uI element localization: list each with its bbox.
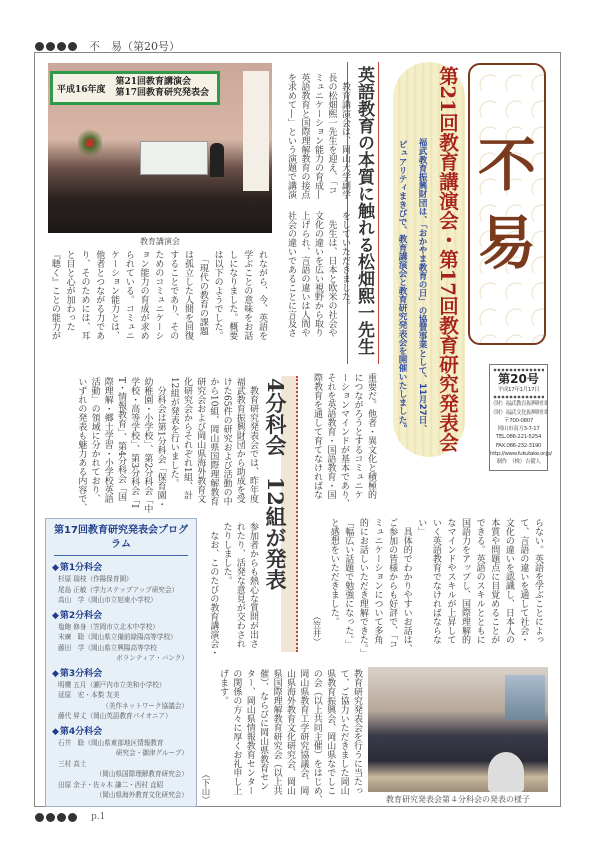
text-column: 催）、ならびに岡山県教育セン <box>258 669 269 791</box>
article-text-block <box>326 518 545 664</box>
masthead-logo <box>468 63 546 345</box>
group-name: 第1分科会 <box>59 563 103 573</box>
text-column: 分科会は第1分科会「保育園・ <box>155 377 166 509</box>
article-text-block <box>284 211 352 343</box>
article-author: （下山） <box>200 770 210 804</box>
main-title: 第21回教育講演会・第17回教育研究発表会 <box>436 66 459 452</box>
presenter: 末廣 聡（岡山県立備前緑陽高等学校） <box>58 633 177 641</box>
diamond-bullet-icon: ◆ <box>52 563 59 573</box>
text-column: 山県海外教育文化研究会、岡山 <box>284 669 295 795</box>
text-column: できる。英語のスキルとともに <box>474 518 485 644</box>
header-title: 不 易（第20号） <box>89 40 180 53</box>
page-footer <box>35 812 105 822</box>
text-column: 際教育を通して育てなければな <box>312 373 322 499</box>
text-column: ご参加の皆様からも好評で、「コ <box>387 518 398 649</box>
text-column: ためのコミュニケーシ <box>153 250 164 340</box>
text-column: 「現代の教育の課題 <box>197 250 208 336</box>
text-column: と目と心が加わった <box>64 250 75 331</box>
group-name: 第3分科会 <box>59 668 103 679</box>
text-column: なお、このたびの教育講演会・ <box>208 522 219 657</box>
program-title: 第17回教育研究発表会プログラム <box>54 525 188 550</box>
text-column: 幼稚園・小学校」、第2分科会「中 <box>142 377 153 514</box>
signboard-event: 第21回教育講演会 <box>115 77 192 87</box>
text-column: られている。コミュニ <box>123 250 134 340</box>
article-text-block <box>47 250 269 350</box>
text-column: いずれの発表も魅力ある内容で、 <box>76 377 87 512</box>
article-text-block <box>216 669 363 807</box>
presenter: 田原 余子・佐々木 謙二・西村 直昭 <box>58 780 164 789</box>
text-column: けた65件の研究および活動の中 <box>221 377 232 506</box>
lecture-photo <box>48 63 272 233</box>
text-column: い」 <box>416 518 427 536</box>
program-group <box>52 726 190 801</box>
footer-dots-icon <box>35 813 77 822</box>
banner-subtitle: 福武教育振興財団は、「おかやま教育の日」の協賛事業として、11月27日、 <box>417 138 427 433</box>
text-column: 国語力をアップし、国際理解的 <box>460 518 471 644</box>
presenter: 高山 学（岡山市立旭東小学校） <box>58 596 157 604</box>
text-column: 先生は、日本と欧米の社会や <box>326 211 337 337</box>
text-column: 『聴く』ことの能力が <box>49 250 60 340</box>
presenter-continued: （岡山県国際理解教育研究会） <box>95 770 188 778</box>
text-column: につながろうとするコミュニケ <box>352 373 363 499</box>
presenter: 明櫻 五月（瀬戸内市立美和小学校） <box>58 680 166 689</box>
text-column: の会（以上共同主催）をはじめ、 <box>311 669 322 804</box>
text-column: 県国際理解教育研究会（以上共 <box>271 669 282 795</box>
website-link[interactable]: http://www.fukutake.or.jp/ <box>490 451 552 458</box>
text-column: 文化の違いを認識し、日本人の <box>503 518 514 644</box>
presentation-photo <box>368 667 548 792</box>
page-number: p.1 <box>91 812 106 822</box>
text-column: は以下のようでした。 <box>212 250 223 340</box>
text-column: 研究会および岡山県海外教育文 <box>195 377 206 503</box>
header-dots-icon <box>35 42 77 51</box>
text-column: て、ご協力いただきました岡山 <box>338 669 349 795</box>
publisher-line: （財）福武教育振興財団 <box>490 401 548 408</box>
group-header <box>52 562 190 574</box>
phone: TEL.086-221-5254 <box>495 434 542 441</box>
presenter: 石井 聡（岡山県東部地区情報教育 <box>58 738 164 747</box>
postal-code: 〒700-0807 <box>504 417 533 424</box>
presenter-continued: （美作ネットワーク協議会） <box>102 701 188 710</box>
hanging-scroll <box>243 71 269 191</box>
text-column: 文化の違いを広い視野から取り <box>313 211 323 337</box>
program-group <box>52 610 190 664</box>
text-column: 12組が発表を行いました。 <box>168 377 179 488</box>
text-column: れたり、活発な意見が交わされ <box>234 522 245 648</box>
issue-number: 第20号 <box>498 372 539 386</box>
address: 岡山市南方3-7-17 <box>497 426 540 433</box>
audience-figure <box>488 752 524 792</box>
diamond-bullet-icon: ◆ <box>52 726 59 737</box>
banner-subtitle: ピュアリティまきびで、教育講演会と教育研究発表会を開催いたしました。 <box>397 140 407 433</box>
text-column: 福武教育振興財団から助成を受 <box>234 377 245 503</box>
text-column: ター、岡山県情報教育センター <box>244 669 255 795</box>
photo-caption: 教育講演会 <box>140 237 180 246</box>
speaker-figure <box>210 143 224 177</box>
presenter: 尾島 正敏（学力ステップアップ研究会） <box>58 585 179 594</box>
signboard-event: 第17回教育研究発表会 <box>115 88 210 98</box>
signboard-year: 平成16年度 <box>57 84 106 95</box>
masthead-char: 易 <box>477 209 536 277</box>
flower-arrangement <box>78 123 102 163</box>
masthead-char: 不 <box>477 131 536 199</box>
text-column: 上げられ、言語の違いは人間や <box>299 211 310 337</box>
text-column: 社会の違いであることに言及さ <box>286 211 296 337</box>
publisher-line: （財）福武文化振興財団 <box>490 409 548 416</box>
presenter: 杉原 瑞枝（作陽保育園） <box>58 575 133 583</box>
article-text-block <box>284 73 352 205</box>
text-column: ミュニケーション能力の育成― <box>313 73 323 199</box>
text-column: を求めて―」という演題で講演 <box>286 73 296 199</box>
text-column: 教育研究発表会を行うに当たっ <box>352 669 362 795</box>
presenter-continued: （岡山県海外教育文化研究会） <box>95 791 188 799</box>
text-column: 重要だ。他者・異文化と積極的 <box>366 373 376 499</box>
text-column: しになりました。概要 <box>227 250 238 340</box>
projection-screen <box>505 675 545 720</box>
text-column: 教育講演会は、岡山大学副学 <box>340 73 350 199</box>
text-column: り、そのためには、耳 <box>79 250 90 340</box>
text-column: ケーション能力とは、 <box>109 250 120 340</box>
text-column: から10組、岡山県国際理解教育 <box>208 377 219 506</box>
text-column: 学ぶことの意味をお話 <box>242 250 253 340</box>
text-column: 学校・高等学校」、第3分科会「I <box>129 377 140 508</box>
text-column: 際理解・郷土学習・小学校英語 <box>102 377 113 503</box>
title-rule <box>54 555 188 556</box>
text-column: らない。英語を学ぶことによっ <box>533 518 543 644</box>
issue-info-box <box>489 364 552 471</box>
text-column: げます。 <box>217 669 228 705</box>
program-box <box>45 518 197 807</box>
article-heading: 4分科会 12組が発表 <box>263 378 288 590</box>
article-text-block <box>74 377 259 515</box>
text-column: することであり、その <box>168 250 179 340</box>
group-name: 第2分科会 <box>59 610 103 621</box>
diamond-bullet-icon: ◆ <box>52 610 59 621</box>
text-column: なマインドやスキルが上昇して <box>445 518 456 644</box>
text-column: いく英語教育でなければならな <box>430 518 441 644</box>
text-column: 活動」の領域に分かれており、 <box>89 377 100 503</box>
event-signboard <box>50 71 220 105</box>
group-header <box>52 610 190 622</box>
production-credit: 制作 （株）吉備人 <box>496 459 541 466</box>
text-column: 英語教育と国際理解教育の接点 <box>299 73 310 199</box>
text-column: をしていただきました。 <box>340 211 350 310</box>
text-column: 具体的でわかりやすいお話は、 <box>401 518 412 653</box>
text-column: 本質や問題点に目覚めることが <box>489 518 500 644</box>
presenter: 藤代 昇丈（岡山英語教育パイオニア） <box>58 712 172 720</box>
text-column: 的にお話しいただき理解できた。」 <box>357 518 368 658</box>
group-name: 第4分科会 <box>59 726 103 737</box>
diamond-bullet-icon: ◆ <box>52 668 59 679</box>
article-heading: 英語教育の本質に触れる松畑熙一先生 <box>354 66 374 355</box>
issue-date: 平成17年1月17日 <box>497 387 540 393</box>
program-group <box>52 562 190 606</box>
whiteboard <box>140 141 208 175</box>
presenter: 塩飽 修身（笠岡市立北木中学校） <box>58 622 160 631</box>
presenter: 三村 高士 <box>58 759 87 768</box>
text-column: 「幅広い話題で勉強になった。」 <box>343 518 354 649</box>
text-column: て、言語の違いを通して社会・ <box>518 518 529 644</box>
text-column: は孤立した人間を回復 <box>183 250 194 340</box>
text-column: 教育研究発表会では、昨年度 <box>248 377 258 503</box>
text-column: ーションマインドが基本であり、 <box>339 373 349 508</box>
text-column: 県教育振興会、岡山県なでしこ <box>325 669 336 795</box>
signboard-events <box>116 77 210 99</box>
group-header <box>52 726 190 738</box>
presenter: 藤田 学（岡山県立興陽高等学校 <box>58 643 157 652</box>
article-text-block <box>206 522 259 660</box>
presenter: 延原 宏・本梨 友美 <box>58 691 120 699</box>
presenter-continued: 研究会・御津グループ） <box>115 749 188 757</box>
fax: FAX.086-232-3190 <box>495 442 542 449</box>
text-column: と感想をいただきました。 <box>328 518 339 626</box>
text-column: ョン能力の育成が求め <box>138 250 149 340</box>
text-column: T・情報教育」、第4分科会「国 <box>115 377 126 502</box>
text-column: 長の松畑熙一先生を迎え、「コ <box>326 73 337 195</box>
text-column: それを英語教育・国語教育・国 <box>325 373 336 499</box>
presenter-continued: ボランティア・バンク） <box>116 654 188 662</box>
group-header <box>52 668 190 680</box>
photo-caption: 教育研究発表会第４分科会の発表の様子 <box>386 795 530 804</box>
article-text-block <box>310 373 378 513</box>
text-column: 他者とつながる力であ <box>94 250 105 340</box>
article-author: （笠井） <box>311 612 321 646</box>
text-column: の関係の方々に厚くお礼申し上 <box>231 669 242 795</box>
text-column: 化研究会からそれぞれ1組、計 <box>181 377 192 500</box>
text-column: れながら、今、英語を <box>257 250 267 340</box>
text-column: 参加者からも熱心な質問が出さ <box>248 522 258 648</box>
text-column: たりしました。 <box>221 522 232 585</box>
text-column: ミュニケーションについて多角 <box>372 518 383 644</box>
text-column: 岡山県教育工学研究協議会、岡 <box>298 669 309 795</box>
program-group <box>52 668 190 722</box>
dotted-rule <box>493 395 544 399</box>
